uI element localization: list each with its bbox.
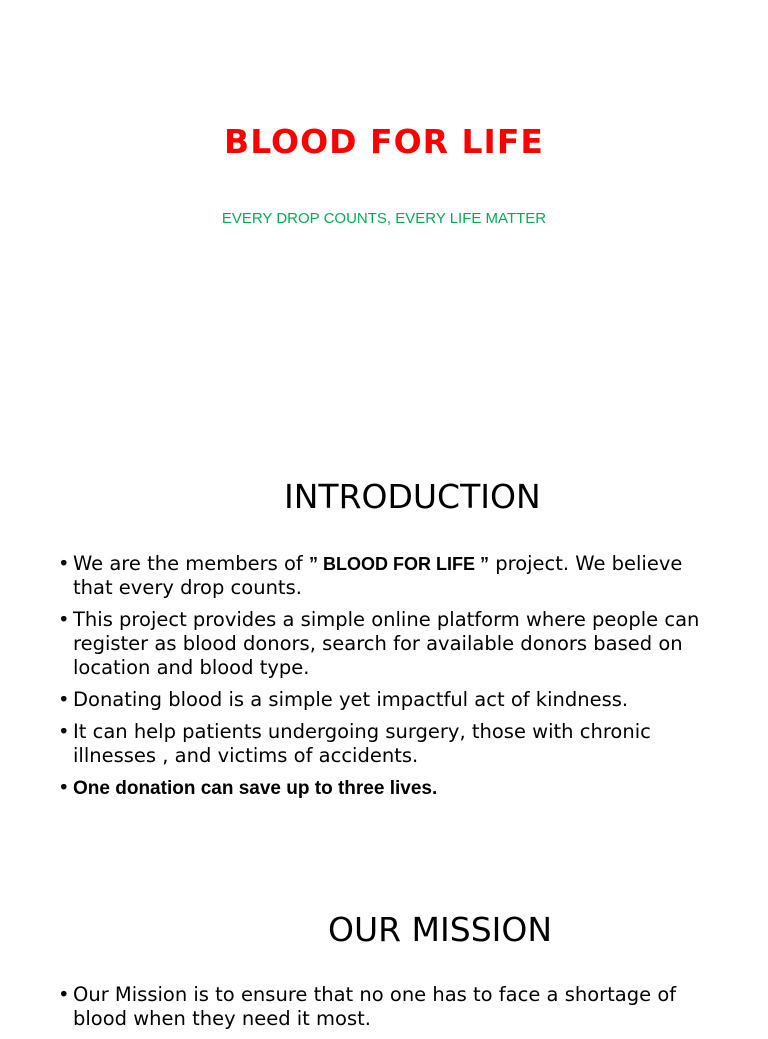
list-item — [58, 688, 708, 712]
bullet-quote-close: ” — [475, 554, 490, 574]
bullet-icon: • — [58, 720, 70, 743]
title-slide — [0, 0, 768, 430]
mission-heading: OUR MISSION — [328, 910, 553, 949]
bullet-text: This project provides a simple online platform where people can register as blood donors, search for available donors based on location and blood type. — [73, 608, 700, 679]
list-item — [58, 776, 708, 801]
mission-bullet-list — [58, 983, 708, 1039]
project-name-bold: BLOOD FOR LIFE — [323, 554, 476, 574]
introduction-slide — [0, 430, 768, 870]
list-item — [58, 720, 708, 768]
bullet-icon: • — [58, 776, 70, 799]
introduction-heading: INTRODUCTION — [284, 477, 541, 516]
bullet-icon: • — [58, 688, 70, 711]
bullet-text-suffix: project. We believe that every drop counts. — [73, 552, 683, 599]
bullet-icon: • — [58, 983, 70, 1006]
bullet-quote-open: ” — [309, 554, 324, 574]
bullet-text: Our Mission is to ensure that no one has to face a shortage of blood when they need it most. — [73, 983, 677, 1030]
presentation-title: BLOOD FOR LIFE — [224, 122, 544, 161]
bullet-text-prefix: We are the members of — [73, 552, 309, 575]
list-item — [58, 608, 708, 680]
bullet-text-tail: . — [431, 778, 438, 799]
bullet-icon: • — [58, 552, 70, 575]
presentation-subtitle: EVERY DROP COUNTS, EVERY LIFE MATTER — [221, 210, 547, 227]
introduction-bullet-list — [58, 552, 708, 809]
list-item — [58, 552, 708, 600]
bullet-icon: • — [58, 608, 70, 631]
mission-slide — [0, 870, 768, 1030]
bullet-text: Donating blood is a simple yet impactful act of kindness. — [73, 688, 629, 711]
bullet-text-bold: One donation can save up to three lives — [73, 778, 432, 799]
bullet-text: It can help patients undergoing surgery, those with chronic illnesses , and victims of accidents. — [73, 720, 651, 767]
